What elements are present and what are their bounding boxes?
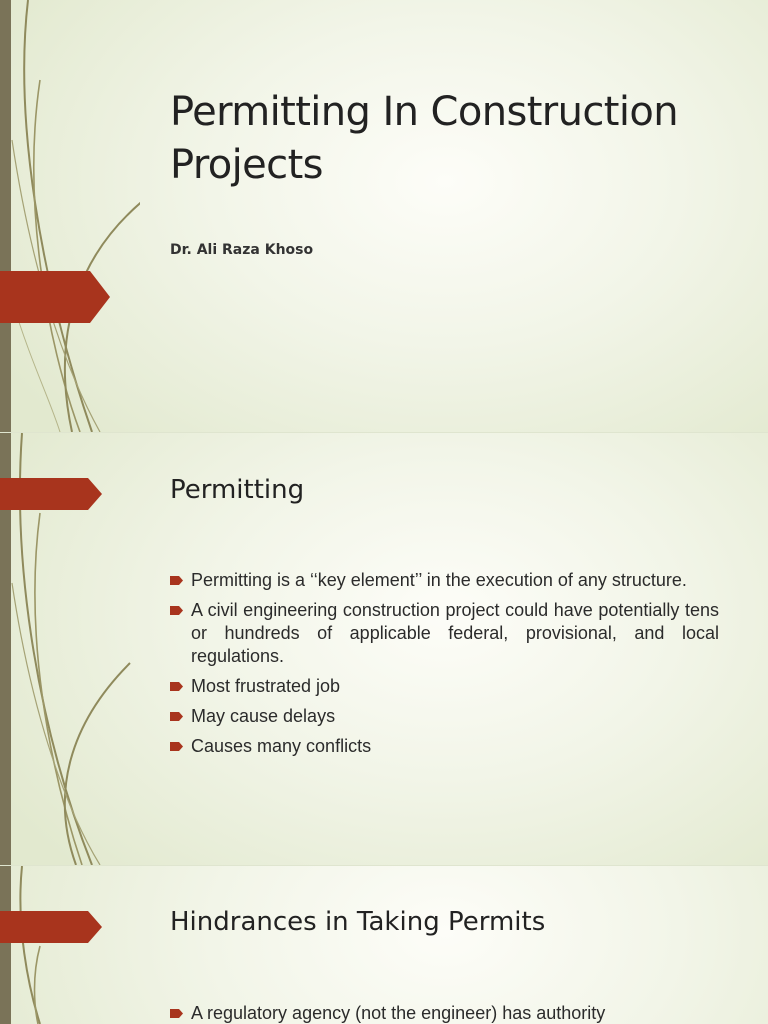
decorative-curves — [0, 0, 140, 432]
bullet-item — [170, 569, 719, 592]
arrow-bullet-icon — [170, 605, 184, 616]
bullet-text: A regulatory agency (not the engineer) has authority — [191, 1003, 606, 1023]
bullet-item — [170, 675, 719, 698]
arrow-bullet-icon — [170, 711, 184, 722]
bullet-item — [170, 705, 719, 728]
title-slide — [0, 0, 768, 432]
presentation-title: Permitting In Construction Projects — [170, 89, 679, 188]
bullet-item — [170, 1002, 719, 1024]
decorative-curves — [0, 866, 140, 1024]
bullet-list — [170, 569, 719, 765]
hindrances-slide — [0, 866, 768, 1024]
heading-arrow-tab — [0, 478, 104, 510]
bullet-text: Causes many conflicts — [191, 736, 372, 756]
bullet-text: Permitting is a ‘‘key element’’ in the execution of any structure. — [191, 570, 687, 590]
bullet-list — [170, 1002, 719, 1024]
arrow-bullet-icon — [170, 741, 184, 752]
slide-heading: Hindrances in Taking Permits — [170, 907, 546, 937]
permitting-slide — [0, 433, 768, 865]
arrow-bullet-icon — [170, 681, 184, 692]
arrow-bullet-icon — [170, 575, 184, 586]
bullet-text: May cause delays — [191, 706, 336, 726]
bullet-text: A civil engineering construction project could have potentially tens or hundreds of applicable federal, provisional, and local regulations. — [191, 600, 719, 666]
slide-heading: Permitting — [170, 475, 305, 505]
bullet-item — [170, 735, 719, 758]
bullet-item — [170, 599, 719, 668]
author-name: Dr. Ali Raza Khoso — [170, 242, 314, 258]
arrow-bullet-icon — [170, 1008, 184, 1019]
heading-arrow-tab — [0, 911, 104, 943]
title-arrow-tab — [0, 271, 112, 323]
bullet-text: Most frustrated job — [191, 676, 341, 696]
